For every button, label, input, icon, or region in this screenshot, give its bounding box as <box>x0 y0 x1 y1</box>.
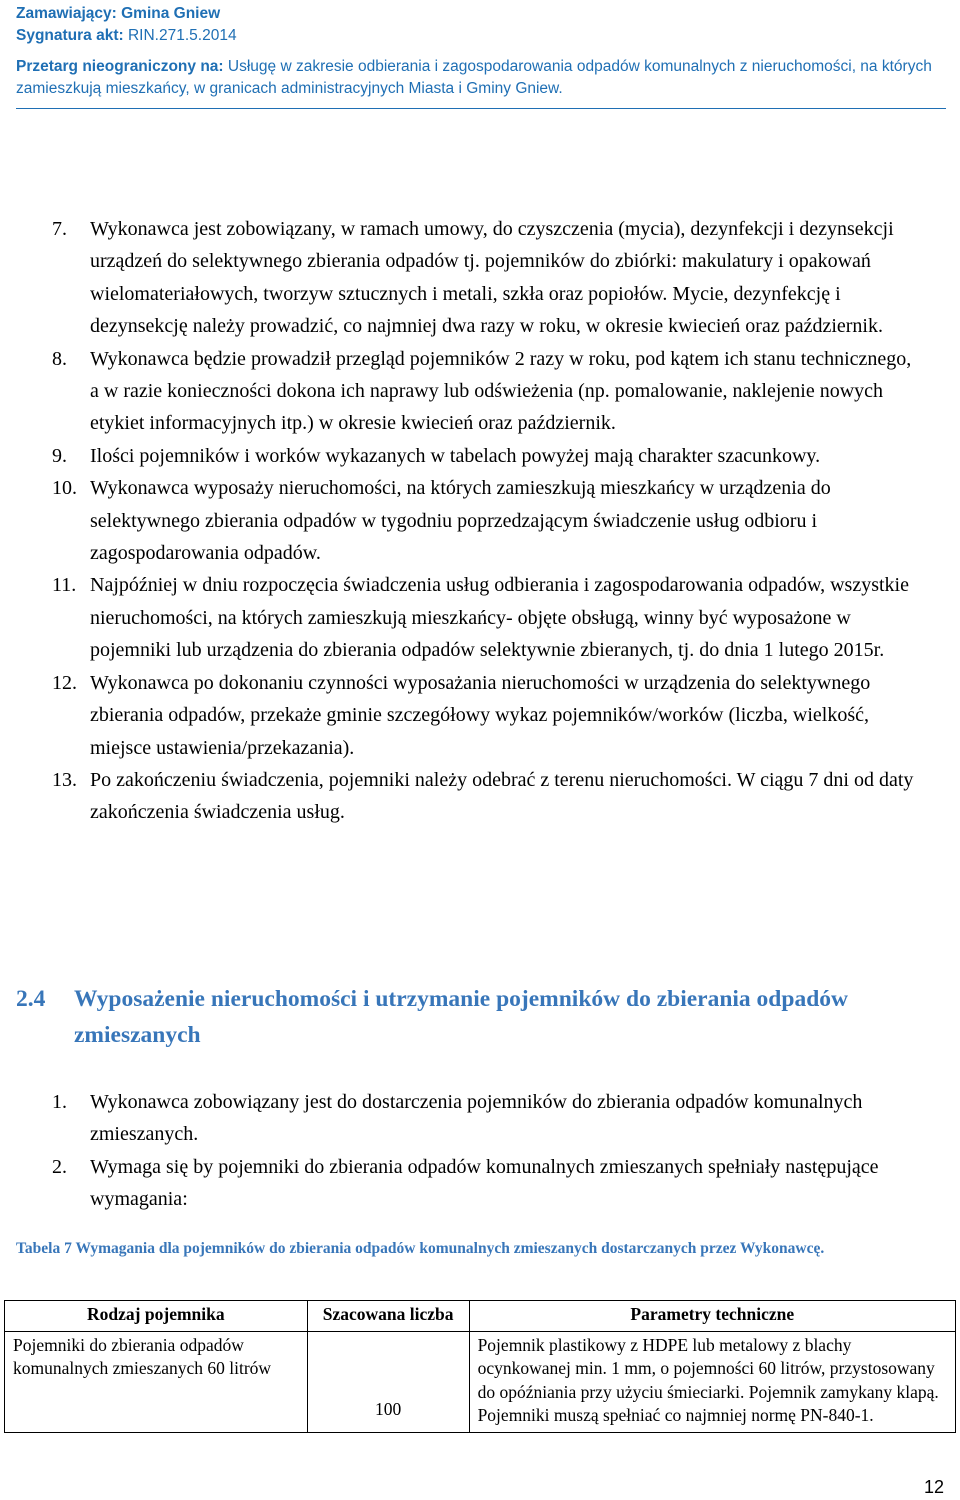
list-text: Po zakończeniu świadczenia, pojemniki należy odebrać z terenu nieruchomości. W ciągu 7 dni od daty zakończenia świadczenia usług. <box>90 768 914 824</box>
list-item <box>0 343 920 440</box>
column-header-type: Rodzaj pojemnika <box>5 1301 308 1332</box>
requirements-table <box>4 1300 956 1433</box>
cell-parameters: Pojemnik plastikowy z HDPE lub metalowy z blachy ocynkowanej min. 1 mm, o pojemności 60 litrów, przystosowany do opóźniania przy użyciu śmieciarki. Pojemnik zamykany klapą. Pojemniki muszą spełniać co najmniej normę PN-840-1. <box>469 1331 955 1432</box>
list-number: 7. <box>52 218 67 240</box>
list-text: Wymaga się by pojemniki do zbierania odpadów komunalnych zmieszanych spełniały następujące wymagania: <box>90 1155 879 1211</box>
list-text: Ilości pojemników i worków wykazanych w tabelach powyżej mają charakter szacunkowy. <box>90 444 821 467</box>
list-item <box>0 764 920 829</box>
list-number: 11. <box>52 574 77 597</box>
list-number: 12. <box>52 671 77 694</box>
list-text: Wykonawca zobowiązany jest do dostarczenia pojemników do zbierania odpadów komunalnych zmieszanych. <box>90 1091 863 1146</box>
list-text: Wykonawca po dokonaniu czynności wyposażania nieruchomości w urządzenia do selektywnego zbierania odpadów, przekaże gminie szczegółowy wykaz pojemników/worków (liczba, wielkość, miejsce ustawienia/przekazania). <box>90 671 871 759</box>
ordering-party: Zamawiający: Gmina Gniew <box>16 5 221 22</box>
table-header-row <box>5 1301 956 1332</box>
column-header-quantity: Szacowana liczba <box>307 1301 469 1332</box>
list-text: Wykonawca wyposaży nieruchomości, na których zamieszkują mieszkańcy w urządzenia do selektywnego zbierania odpadów w tygodniu poprzedzającym świadczenie usług odbioru i zagospodarowania odpadów. <box>90 477 831 565</box>
list-item <box>0 667 920 764</box>
cell-container-type: Pojemniki do zbierania odpadów komunalnych zmieszanych 60 litrów <box>5 1331 308 1432</box>
list-item <box>0 1151 920 1216</box>
list-number: 10. <box>52 477 77 500</box>
table-caption: Tabela 7 Wymagania dla pojemników do zbierania odpadów komunalnych zmieszanych dostarczanych przez Wykonawcę. <box>16 1240 825 1257</box>
list-item <box>0 472 920 569</box>
tender-text: Usługę w zakresie odbierania i zagospodarowania odpadów komunalnych z nieruchomości, na których zamieszkują mieszkańcy, w granicach administracyjnych Miasta i Gminy Gniew. <box>16 58 932 97</box>
table-row <box>5 1331 956 1432</box>
header-divider <box>16 108 946 109</box>
list-item <box>0 1086 920 1151</box>
list-text: Najpóźniej w dniu rozpoczęcia świadczenia usług odbierania i zagospodarowania odpadów, wszystkie nieruchomości, na których zamieszkują mieszkańcy- objęte obsługą, winny być wyposażone w pojemniki lub urządzenia do zbierania odpadów selektywnie zbieranych, tj. do dnia 1 lutego 2015r. <box>90 574 909 662</box>
section-heading <box>16 981 916 1053</box>
page-number: 12 <box>923 1477 944 1497</box>
reference-label: Sygnatura akt: <box>16 27 124 44</box>
reference-value: RIN.271.5.2014 <box>127 27 237 44</box>
list-item <box>0 569 920 666</box>
list-number: 8. <box>52 347 67 370</box>
section-title: Wyposażenie nieruchomości i utrzymanie pojemników do zbierania odpadów zmieszanych <box>74 986 848 1048</box>
list-number: 9. <box>52 444 67 467</box>
reference-number <box>16 25 946 47</box>
list-number: 13. <box>52 768 77 791</box>
list-number: 1. <box>52 1091 67 1113</box>
obligations-list <box>0 213 960 829</box>
list-item <box>0 213 920 343</box>
cell-quantity: 100 <box>307 1331 469 1432</box>
requirements-list <box>0 1086 960 1216</box>
list-item <box>0 440 920 472</box>
section-number: 2.4 <box>16 986 46 1012</box>
tender-subject <box>16 56 946 100</box>
list-number: 2. <box>52 1155 67 1178</box>
document-header <box>16 0 946 100</box>
column-header-parameters: Parametry techniczne <box>469 1301 955 1332</box>
list-text: Wykonawca będzie prowadził przegląd pojemników 2 razy w roku, pod kątem ich stanu technicznego, a w razie konieczności dokona ich naprawy lub odświeżenia (np. pomalowanie, naklejenie nowych etykiet informacyjnych itp.) w okresie kwiecień oraz październik. <box>90 347 912 435</box>
tender-label: Przetarg nieograniczony na: <box>16 58 224 75</box>
list-text: Wykonawca jest zobowiązany, w ramach umowy, do czyszczenia (mycia), dezynfekcji i dezynsekcji urządzeń do selektywnego zbierania odpadów tj. pojemników do zbiórki: makulatury i opakowań wielomateriałowych, tworzyw sztucznych i metali, szkła oraz popiołów. Mycie, dezynfekcję i dezynsekcję należy prowadzić, co najmniej dwa razy w roku, w okresie kwiecień oraz październik. <box>90 218 894 338</box>
